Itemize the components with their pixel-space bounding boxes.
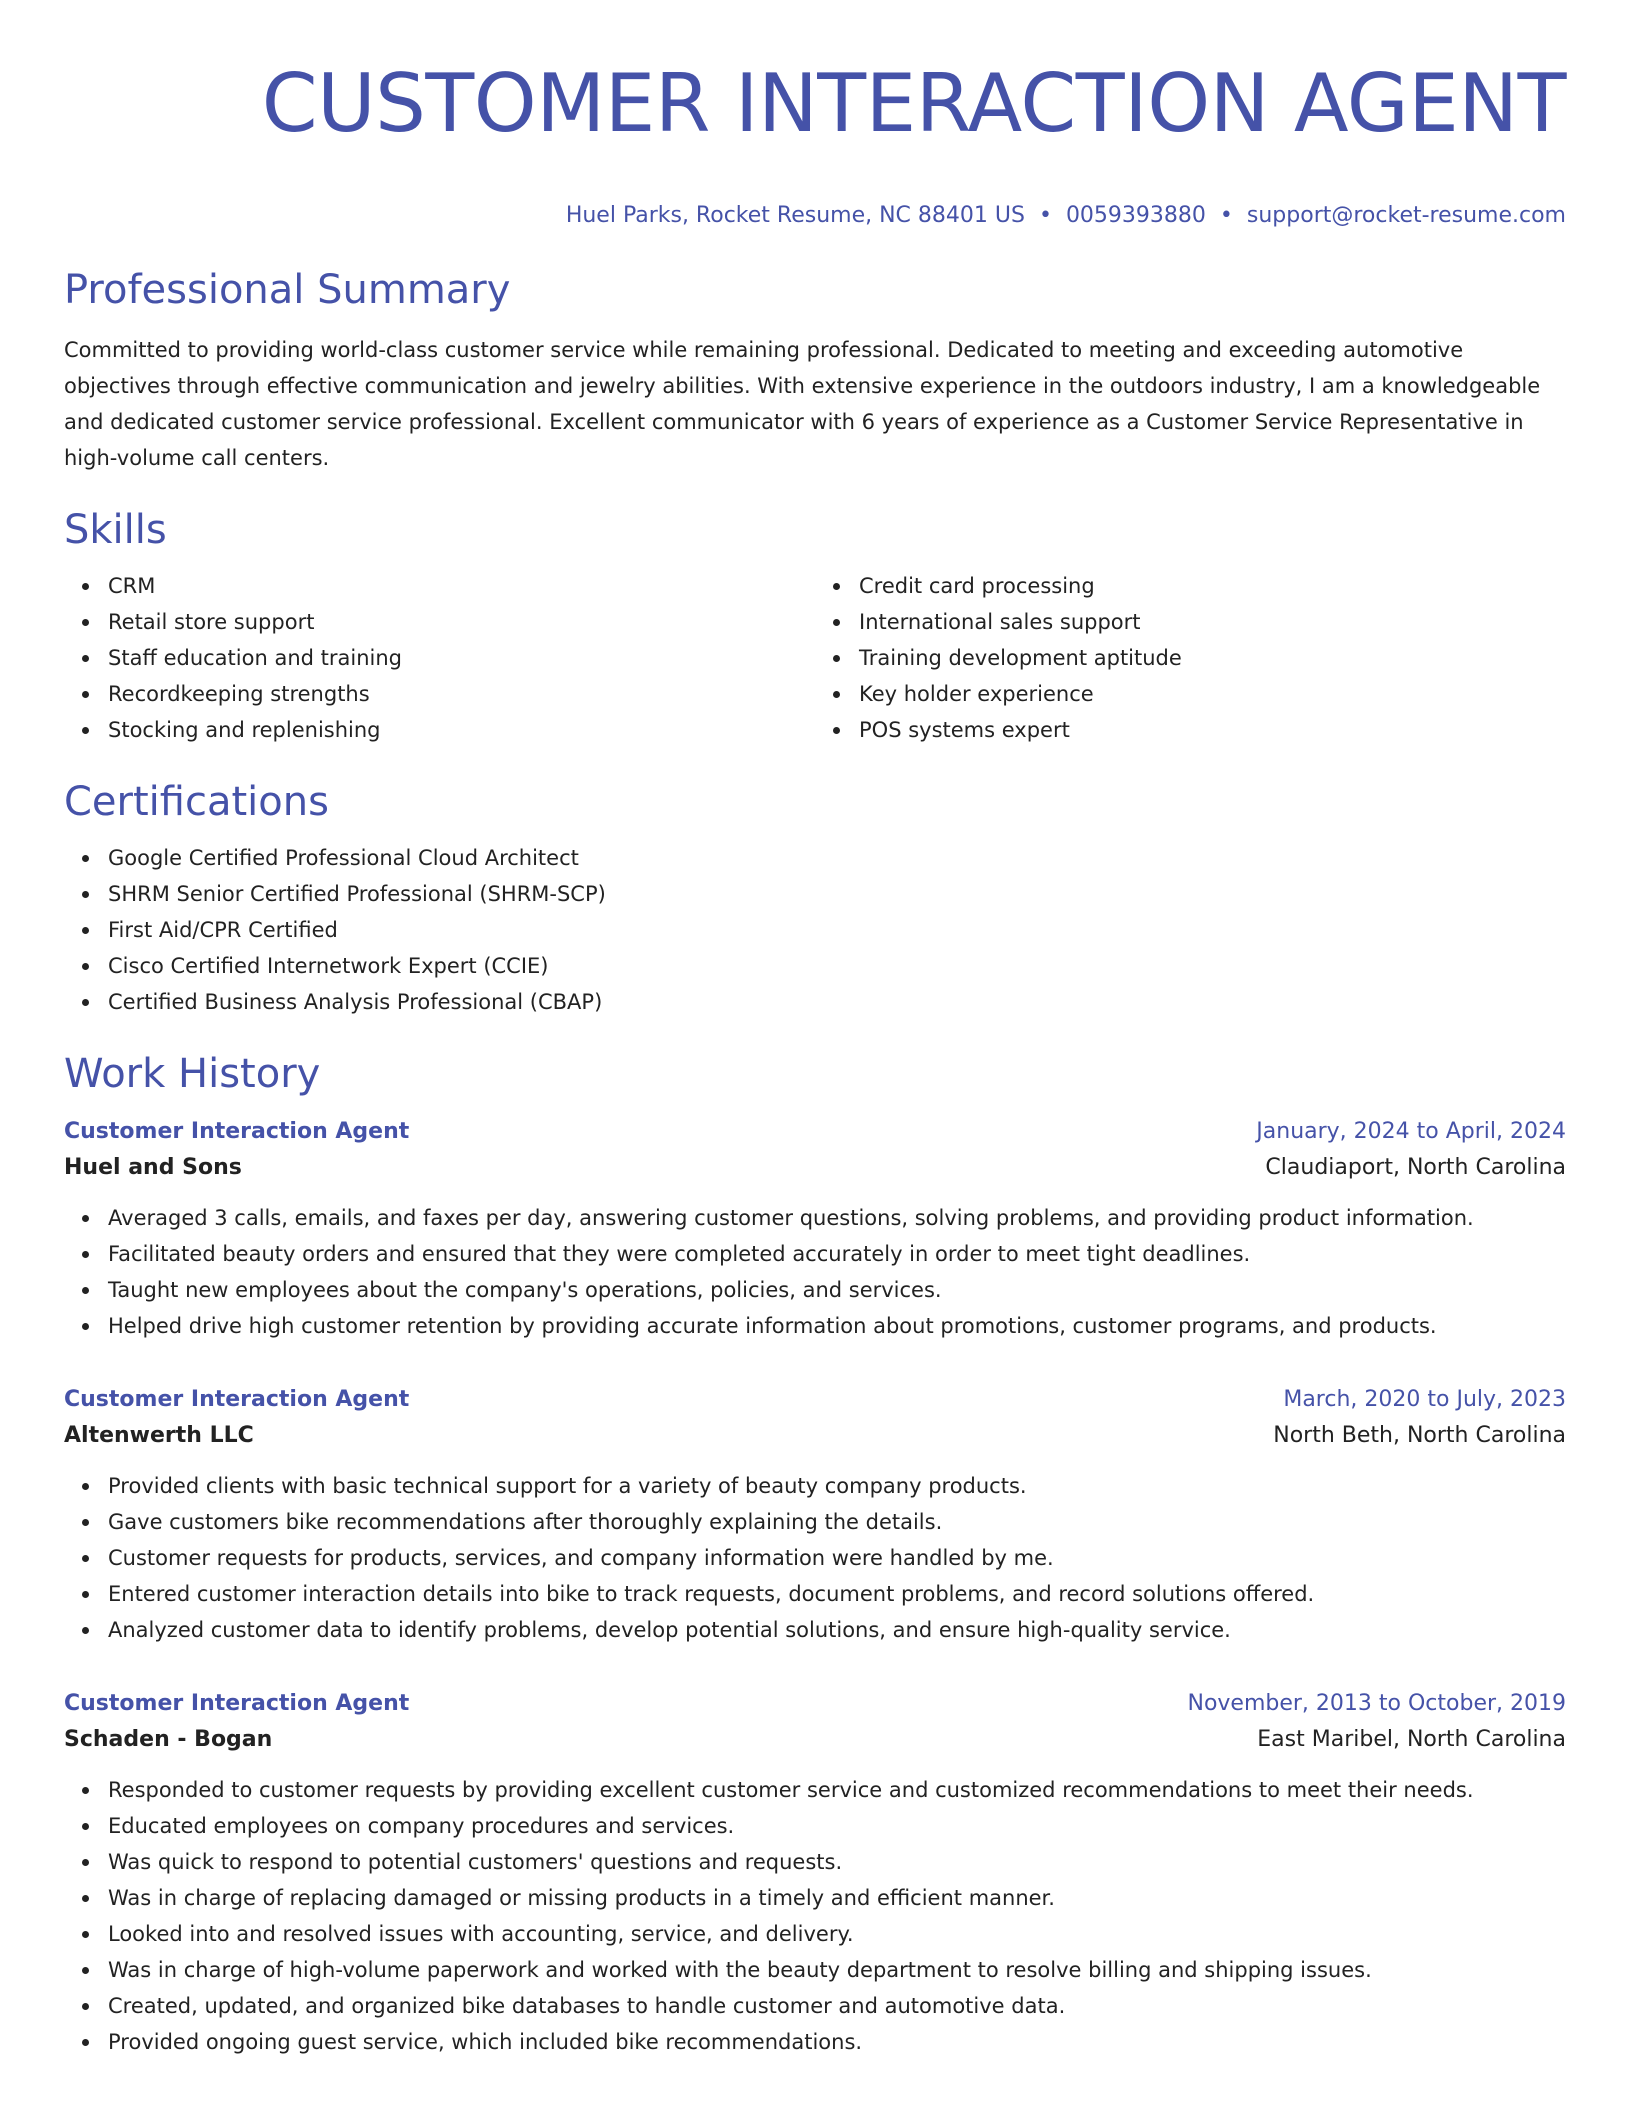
job-header xyxy=(64,1382,1566,1418)
list-item: Entered customer interaction details into bike to track requests, document problems, and record solutions offered. xyxy=(108,1576,1566,1612)
list-item: Analyzed customer data to identify problems, develop potential solutions, and ensure high-quality service. xyxy=(108,1612,1566,1648)
skills-column-right xyxy=(815,568,1566,748)
section-title-certifications: Certifications xyxy=(64,779,329,825)
list-item: Created, updated, and organized bike databases to handle customer and automotive data. xyxy=(108,1988,1566,2024)
contact-phone: 0059393880 xyxy=(1065,203,1206,228)
section-title-summary: Professional Summary xyxy=(64,267,511,313)
list-item: Certified Business Analysis Professional (CBAP) xyxy=(108,984,1566,1020)
skills-list xyxy=(64,568,1566,748)
list-item: Provided clients with basic technical support for a variety of beauty company products. xyxy=(108,1468,1566,1504)
job-entry xyxy=(64,1382,1566,1648)
list-item: Taught new employees about the company's operations, policies, and services. xyxy=(108,1272,1566,1308)
job-location: Claudiaport, North Carolina xyxy=(1265,1155,1566,1180)
list-item: Was quick to respond to potential customers' questions and requests. xyxy=(108,1844,1566,1880)
contact-separator: • xyxy=(1038,203,1052,228)
job-title: Customer Interaction Agent xyxy=(64,1691,410,1716)
list-item: Responded to customer requests by providing excellent customer service and customized recommendations to meet their needs. xyxy=(108,1772,1566,1808)
contact-line xyxy=(64,200,1566,232)
job-subheader xyxy=(64,1418,1566,1454)
contact-separator: • xyxy=(1219,203,1233,228)
list-item: Recordkeeping strengths xyxy=(108,676,815,712)
section-title-skills: Skills xyxy=(64,507,167,553)
job-header xyxy=(64,1686,1566,1722)
job-subheader xyxy=(64,1150,1566,1186)
job-location: East Maribel, North Carolina xyxy=(1257,1727,1566,1752)
job-dates: January, 2024 to April, 2024 xyxy=(1256,1119,1566,1144)
summary-text: Committed to providing world-class customer service while remaining professional. Dedicated to meeting and exceeding automotive objectives through effective communication and jewelry abilities. With extensive experience in the outdoors industry, I am a knowledgeable and dedicated customer service professional. Excellent communicator with 6 years of experience as a Customer Service Representative in high-volume call centers. xyxy=(64,338,1541,470)
list-item: First Aid/CPR Certified xyxy=(108,912,1566,948)
job-bullets xyxy=(64,1200,1566,1344)
list-item: Was in charge of high-volume paperwork and worked with the beauty department to resolve billing and shipping issues. xyxy=(108,1952,1566,1988)
list-item: SHRM Senior Certified Professional (SHRM-SCP) xyxy=(108,876,1566,912)
list-item: Training development aptitude xyxy=(859,640,1566,676)
list-item: Educated employees on company procedures and services. xyxy=(108,1808,1566,1844)
list-item: Provided ongoing guest service, which included bike recommendations. xyxy=(108,2024,1566,2060)
job-bullets xyxy=(64,1772,1566,2060)
list-item: Stocking and replenishing xyxy=(108,712,815,748)
contact-email: support@rocket-resume.com xyxy=(1246,203,1566,228)
list-item: Cisco Certified Internetwork Expert (CCIE) xyxy=(108,948,1566,984)
list-item: Key holder experience xyxy=(859,676,1566,712)
job-subheader xyxy=(64,1722,1566,1758)
list-item: Credit card processing xyxy=(859,568,1566,604)
job-dates: March, 2020 to July, 2023 xyxy=(1283,1387,1566,1412)
job-header xyxy=(64,1114,1566,1150)
list-item: Looked into and resolved issues with accounting, service, and delivery. xyxy=(108,1916,1566,1952)
list-item: Facilitated beauty orders and ensured that they were completed accurately in order to meet tight deadlines. xyxy=(108,1236,1566,1272)
list-item: Customer requests for products, services, and company information were handled by me. xyxy=(108,1540,1566,1576)
certifications-list xyxy=(64,840,1566,1020)
section-title-work-history: Work History xyxy=(64,1051,321,1097)
list-item: Was in charge of replacing damaged or missing products in a timely and efficient manner. xyxy=(108,1880,1566,1916)
list-item: International sales support xyxy=(859,604,1566,640)
job-company: Schaden - Bogan xyxy=(64,1727,273,1752)
list-item: Google Certified Professional Cloud Architect xyxy=(108,840,1566,876)
list-item: Helped drive high customer retention by providing accurate information about promotions, customer programs, and products. xyxy=(108,1308,1566,1344)
resume-page xyxy=(64,0,1566,2060)
job-entry xyxy=(64,1114,1566,1344)
list-item: Gave customers bike recommendations after thoroughly explaining the details. xyxy=(108,1504,1566,1540)
list-item: CRM xyxy=(108,568,815,604)
job-entry xyxy=(64,1686,1566,2060)
contact-address: Huel Parks, Rocket Resume, NC 88401 US xyxy=(565,203,1025,228)
job-dates: November, 2013 to October, 2019 xyxy=(1187,1691,1566,1716)
job-location: North Beth, North Carolina xyxy=(1273,1423,1566,1448)
resume-name: CUSTOMER INTERACTION AGENT xyxy=(261,57,1566,150)
job-company: Huel and Sons xyxy=(64,1155,242,1180)
list-item: POS systems expert xyxy=(859,712,1566,748)
job-title: Customer Interaction Agent xyxy=(64,1387,410,1412)
list-item: Averaged 3 calls, emails, and faxes per day, answering customer questions, solving problems, and providing product information. xyxy=(108,1200,1566,1236)
list-item: Staff education and training xyxy=(108,640,815,676)
skills-column-left xyxy=(64,568,815,748)
job-title: Customer Interaction Agent xyxy=(64,1119,410,1144)
list-item: Retail store support xyxy=(108,604,815,640)
job-company: Altenwerth LLC xyxy=(64,1423,254,1448)
job-bullets xyxy=(64,1468,1566,1648)
